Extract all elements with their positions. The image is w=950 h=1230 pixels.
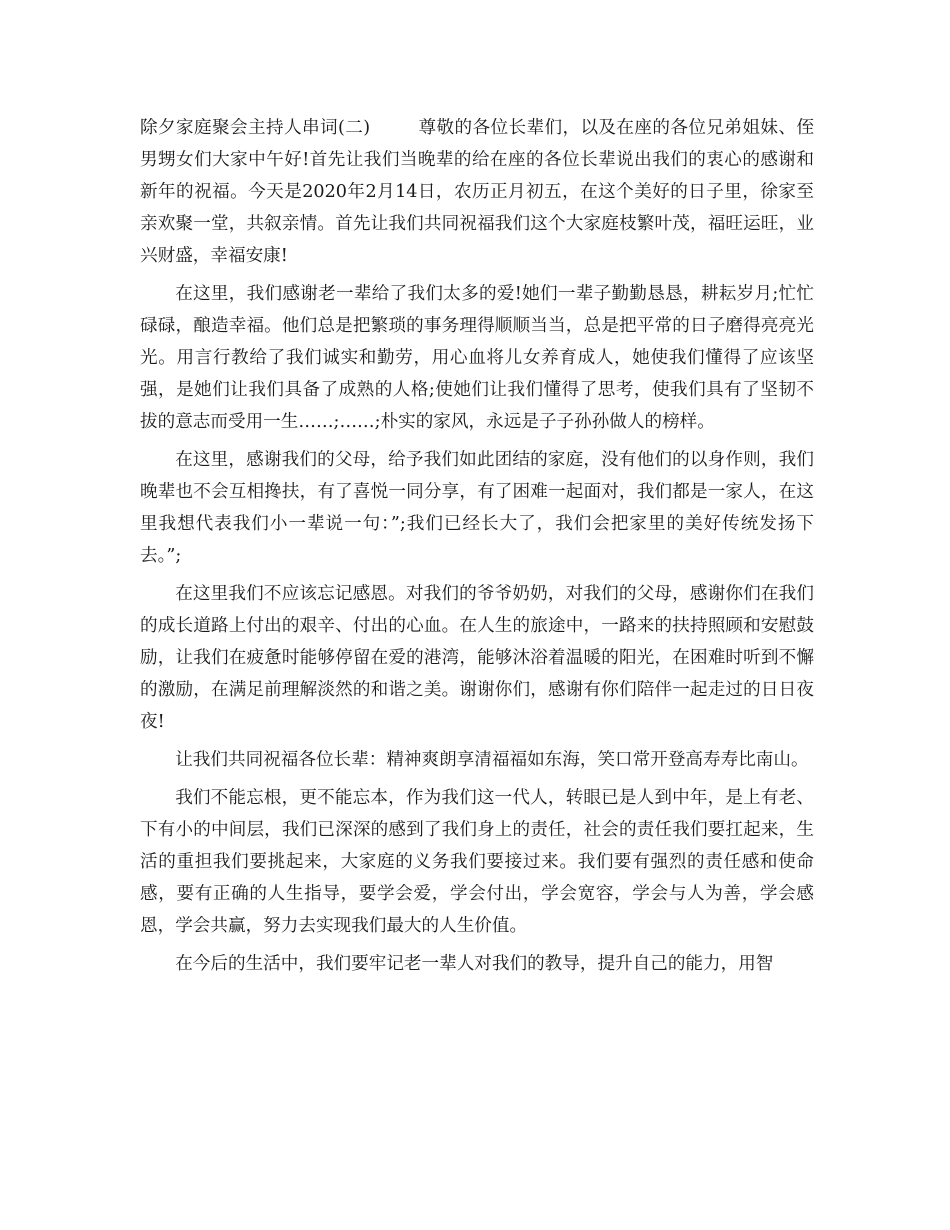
paragraph-text: 尊敬的各位长辈们，以及在座的各位兄弟姐妹、侄男甥女们大家中午好!首先让我们当晚辈的给在座的各位长辈说出我们的衷心的感谢和新年的祝福。今天是2020年2月14日，农历正月初五，在这个美好的日子里，徐家至亲欢聚一堂，共叙亲情。首先让我们共同祝福我们这个大家庭枝繁叶茂，福旺运旺，业兴财盛，幸福安康!: [140, 118, 814, 266]
paragraph: 在这里，感谢我们的父母，给予我们如此团结的家庭，没有他们的以身作则，我们晚辈也不会互相搀扶，有了喜悦一同分享，有了困难一起面对，我们都是一家人，在这里我想代表我们小一辈说一句：”;我们已经长大了，我们会把家里的美好传统发扬下去。”;: [140, 450, 814, 566]
paragraph: 让我们共同祝福各位长辈：精神爽朗享清福福如东海，笑口常开登高寿寿比南山。: [175, 750, 809, 770]
document-title: 除夕家庭聚会主持人串词(二): [140, 118, 371, 138]
paragraph: 在这里我们不应该忘记感恩。对我们的爷爷奶奶，对我们的父母，感谢你们在我们的成长道路上付出的艰辛、付出的心血。在人生的旅途中，一路来的扶持照顾和安慰鼓励，让我们在疲惫时能够停留在爱的港湾，能够沐浴着温暖的阳光，在困难时听到不懈的激励，在满足前理解淡然的和谐之美。谢谢你们，感谢有你们陪伴一起走过的日日夜夜!: [140, 584, 814, 732]
paragraph: 在今后的生活中，我们要牢记老一辈人对我们的教导，提升自己的能力，用智: [175, 954, 774, 974]
document-body: [140, 112, 814, 986]
paragraph: 在这里，我们感谢老一辈给了我们太多的爱!她们一辈子勤勤恳恳，耕耘岁月;忙忙碌碌，酿造幸福。他们总是把繁琐的事务理得顺顺当当，总是把平常的日子磨得亮亮光光。用言行教给了我们诚实和勤劳，用心血将儿女养育成人，她使我们懂得了应该坚强，是她们让我们具备了成熟的人格;使她们让我们懂得了思考，使我们具有了坚韧不拔的意志而受用一生……;……;朴实的家风，永远是子子孙孙做人的榜样。: [140, 284, 814, 432]
paragraph: 我们不能忘根，更不能忘本，作为我们这一代人，转眼已是人到中年，是上有老、下有小的中间层，我们已深深的感到了我们身上的责任，社会的责任我们要扛起来，生活的重担我们要挑起来，大家庭的义务我们要接过来。我们要有强烈的责任感和使命感，要有正确的人生指导，要学会爱，学会付出，学会宽容，学会与人为善，学会感恩，学会共赢，努力去实现我们最大的人生价值。: [140, 788, 814, 936]
paragraph-intro: [140, 112, 814, 272]
